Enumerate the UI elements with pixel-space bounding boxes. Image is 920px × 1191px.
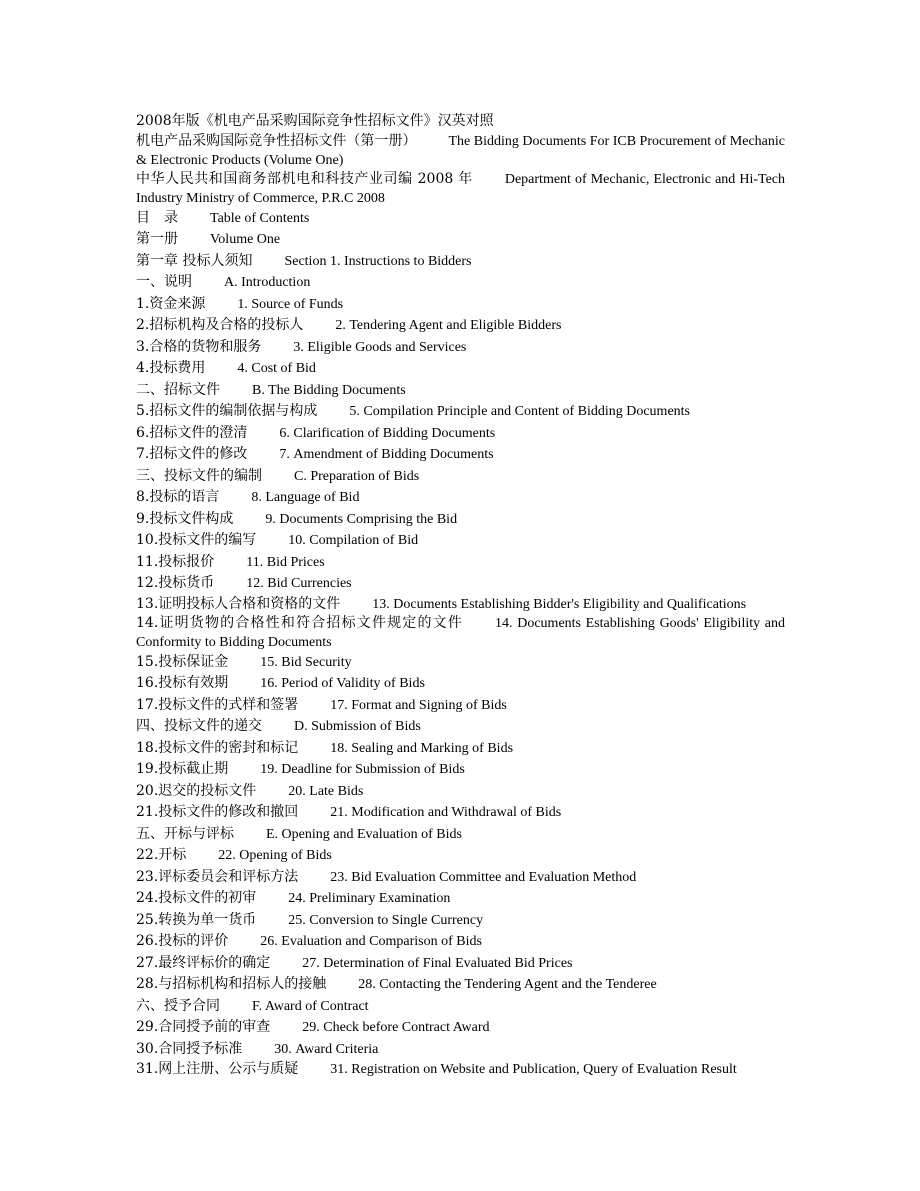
toc-entry-en: 21. Modification and Withdrawal of Bids: [330, 805, 562, 820]
toc-entry-en: 7. Amendment of Bidding Documents: [279, 447, 494, 462]
toc-entry-en: 18. Sealing and Marking of Bids: [330, 740, 514, 756]
toc-entry-en: E. Opening and Evaluation of Bids: [266, 826, 462, 842]
toc-entry-zh: 3.合格的货物和服务: [136, 338, 262, 355]
toc-entry: [136, 996, 785, 1018]
toc-entry-zh: 三、投标文件的编制: [136, 467, 262, 484]
toc-entry-zh: 16.投标有效期: [136, 675, 229, 691]
toc-entry: [136, 444, 785, 466]
toc-entry-zh: 27.最终评标价的确定: [136, 954, 271, 971]
toc-entry: [136, 824, 785, 846]
toc-entry: [136, 910, 785, 932]
toc-entry-zh: 19.投标截止期: [136, 761, 229, 777]
toc-entry-zh: 23.评标委员会和评标方法: [136, 868, 299, 885]
toc-entry-zh: 24.投标文件的初审: [136, 890, 257, 906]
toc-entry-zh: 五、开标与评标: [136, 825, 234, 842]
toc-entry-zh: 20.迟交的投标文件: [136, 782, 257, 799]
toc-entry-en: 22. Opening of Bids: [218, 848, 332, 863]
volume-en: Volume One: [210, 232, 281, 247]
toc-entry-zh: 22.开标: [136, 847, 187, 863]
toc-entry: [136, 888, 785, 910]
toc-entry-en: D. Submission of Bids: [294, 719, 421, 734]
toc-entry-en: 30. Award Criteria: [274, 1041, 379, 1057]
toc-entry: [136, 974, 785, 996]
toc-entry-en: A. Introduction: [224, 275, 311, 290]
toc-entry-en: 16. Period of Validity of Bids: [260, 676, 425, 691]
toc-entry: [136, 509, 785, 531]
volume-title-en: The Bidding Documents For ICB Procurement of Mechanic & Electronic Products (Volume One): [136, 133, 785, 168]
toc-entry-zh: 1.资金来源: [136, 295, 206, 312]
toc-entry-zh: 一、说明: [136, 274, 192, 290]
toc-entry-en: 24. Preliminary Examination: [288, 891, 451, 906]
toc-entry-en: 31. Registration on Website and Publication, Query of Evaluation Result: [330, 1062, 737, 1077]
toc-entry: [136, 1017, 785, 1039]
toc-heading-zh: 目 录: [136, 209, 178, 226]
toc-entry: [136, 552, 785, 574]
toc-entry-en: 26. Evaluation and Comparison of Bids: [260, 934, 482, 949]
toc-entry-zh: 30.合同授予标准: [136, 1040, 243, 1057]
toc-entry: [136, 1060, 785, 1079]
toc-entry-zh: 10.投标文件的编写: [136, 532, 257, 548]
toc-entry-en: 14. Documents Establishing Goods' Eligibility and Conformity to Bidding Documents: [136, 615, 786, 650]
toc-entry: [136, 759, 785, 781]
toc-entry: [136, 595, 785, 614]
toc-entry-en: 27. Determination of Final Evaluated Bid Prices: [302, 955, 573, 971]
toc-entry: [136, 315, 785, 337]
toc-entry-en: 5. Compilation Principle and Content of Bidding Documents: [349, 404, 690, 419]
toc-entry-en: 15. Bid Security: [260, 654, 352, 670]
toc-entry: [136, 487, 785, 509]
volume-title-zh: 机电产品采购国际竞争性招标文件（第一册）: [136, 132, 417, 149]
toc-entry-en: 13. Documents Establishing Bidder's Eligibility and Qualifications: [372, 596, 747, 612]
toc-entry-en: B. The Bidding Documents: [252, 382, 406, 398]
toc-entry-en: 4. Cost of Bid: [237, 361, 316, 376]
toc-entry-zh: 13.证明投标人合格和资格的文件: [136, 595, 341, 612]
toc-entry-zh: 8.投标的语言: [136, 489, 220, 505]
toc-entry: [136, 652, 785, 674]
toc-entry-en: 12. Bid Currencies: [246, 576, 352, 591]
toc-entry-zh: 21.投标文件的修改和撤回: [136, 804, 299, 820]
toc-entry-en: 29. Check before Contract Award: [302, 1020, 490, 1035]
publisher-en: Department of Mechanic, Electronic and Hi-Tech Industry Ministry of Commerce, P.R.C 2008: [136, 171, 786, 206]
toc-entry: [136, 781, 785, 803]
toc-entry: [136, 953, 785, 975]
toc-entry: [136, 530, 785, 552]
toc-entry: [136, 337, 785, 359]
toc-entry-zh: 六、授予合同: [136, 997, 220, 1014]
toc-entry: [136, 401, 785, 423]
toc-entry-zh: 25.转换为单一货币: [136, 911, 257, 928]
toc-entry-zh: 26.投标的评价: [136, 933, 229, 949]
toc-entry-zh: 四、投标文件的递交: [136, 718, 262, 734]
toc-entry: [136, 716, 785, 738]
volume-line: [136, 229, 785, 251]
toc-entry: [136, 423, 785, 445]
toc-entry: [136, 294, 785, 316]
toc-entry: [136, 1039, 785, 1061]
toc-entry-zh: 12.投标货币: [136, 575, 215, 591]
volume-title: [136, 132, 785, 170]
toc-entry-zh: 2.招标机构及合格的投标人: [136, 317, 304, 333]
toc-entry: [136, 673, 785, 695]
toc-entry-zh: 5.招标文件的编制依据与构成: [136, 403, 318, 419]
toc-entry-zh: 6.招标文件的澄清: [136, 424, 248, 441]
toc-entry: [136, 931, 785, 953]
toc-entry-zh: 4.投标费用: [136, 360, 206, 376]
toc-entry-en: 9. Documents Comprising the Bid: [265, 511, 458, 527]
toc-entry: [136, 272, 785, 294]
toc-entry-zh: 17.投标文件的式样和签署: [136, 696, 299, 713]
chapter-zh: 第一章 投标人须知: [136, 252, 253, 269]
toc-entry-en: 6. Clarification of Bidding Documents: [279, 425, 496, 441]
doc-title: 2008年版《机电产品采购国际竞争性招标文件》汉英对照: [136, 113, 494, 129]
toc-entry-en: 11. Bid Prices: [246, 554, 325, 570]
toc-entry-en: F. Award of Contract: [252, 998, 369, 1014]
toc-entry-en: 20. Late Bids: [288, 783, 364, 799]
toc-entry-en: 17. Format and Signing of Bids: [330, 697, 507, 713]
toc-entry: [136, 738, 785, 760]
toc-entry-en: 3. Eligible Goods and Services: [293, 339, 467, 355]
toc-entry-en: 8. Language of Bid: [251, 490, 360, 505]
toc-entry: [136, 573, 785, 595]
publisher: [136, 170, 785, 208]
toc-entry-zh: 29.合同授予前的审查: [136, 1019, 271, 1035]
toc-entry-en: 2. Tendering Agent and Eligible Bidders: [335, 318, 562, 333]
toc-heading: [136, 208, 785, 230]
toc-entry: [136, 845, 785, 867]
toc-entry-en: 25. Conversion to Single Currency: [288, 912, 484, 928]
toc-heading-en: Table of Contents: [210, 210, 310, 226]
document-page: [136, 111, 785, 1079]
toc-entry-zh: 11.投标报价: [136, 553, 215, 570]
toc-entry: [136, 695, 785, 717]
toc-entry-en: 19. Deadline for Submission of Bids: [260, 762, 465, 777]
toc-entry-en: 23. Bid Evaluation Committee and Evaluation Method: [330, 869, 637, 885]
toc-entry: [136, 466, 785, 488]
publisher-zh: 中华人民共和国商务部机电和科技产业司编 2008 年: [136, 170, 473, 187]
toc-entry-en: 28. Contacting the Tendering Agent and the Tenderee: [358, 977, 657, 992]
toc-entry-zh: 15.投标保证金: [136, 653, 229, 670]
toc-entry: [136, 380, 785, 402]
toc-entry-zh: 7.招标文件的修改: [136, 446, 248, 462]
toc-entry-zh: 9.投标文件构成: [136, 510, 234, 527]
toc-entry-en: 1. Source of Funds: [237, 296, 344, 312]
toc-entry: [136, 614, 785, 652]
toc-entry-zh: 28.与招标机构和招标人的接触: [136, 976, 327, 992]
chapter-en: Section 1. Instructions to Bidders: [284, 253, 472, 269]
toc-list: [136, 272, 785, 1079]
toc-entry-en: C. Preparation of Bids: [294, 468, 420, 484]
toc-entry-en: 10. Compilation of Bid: [288, 533, 419, 548]
chapter-line: [136, 251, 785, 273]
toc-entry-zh: 31.网上注册、公示与质疑: [136, 1061, 299, 1077]
toc-entry-zh: 14.证明货物的合格性和符合招标文件规定的文件: [136, 614, 464, 631]
volume-zh: 第一册: [136, 231, 178, 247]
toc-entry: [136, 358, 785, 380]
toc-entry: [136, 867, 785, 889]
toc-entry: [136, 802, 785, 824]
toc-entry-zh: 二、招标文件: [136, 381, 220, 398]
toc-entry-zh: 18.投标文件的密封和标记: [136, 739, 299, 756]
